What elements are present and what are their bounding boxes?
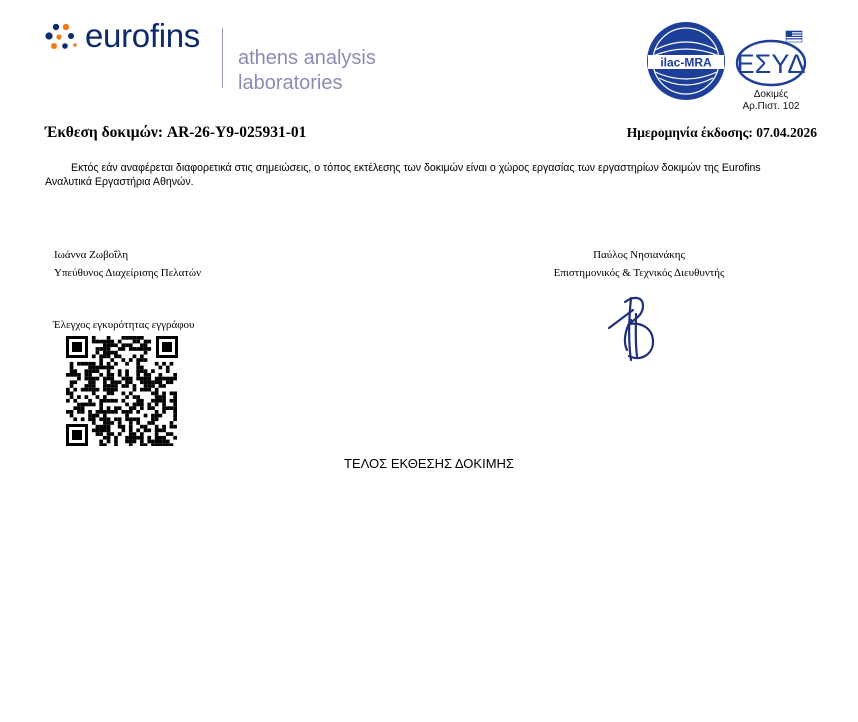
accreditation-caption-line1: Δοκιμές <box>753 89 789 100</box>
verification-qr-code-icon[interactable] <box>66 336 178 446</box>
brand-divider <box>222 28 223 88</box>
document-verification-label: Έλεγχος εγκυρότητας εγγράφου <box>53 319 195 331</box>
client-manager-name: Ιωάννα Ζωβοΐλη <box>54 249 129 261</box>
end-of-report-text: ΤΕΛΟΣ ΕΚΘΕΣΗΣ ΔΟΚΙΜΗΣ <box>344 456 514 471</box>
accreditation-caption-line2: Αρ.Πιστ. 102 <box>742 101 800 112</box>
technical-director-role: Επιστημονικός & Τεχνικός Διευθυντής <box>553 267 725 279</box>
handwritten-signature-icon <box>603 290 663 368</box>
technical-director-name: Παύλος Νησιανάκης <box>593 249 685 261</box>
report-title: Έκθεση δοκιμών: AR-26-Y9-025931-01 <box>45 124 307 141</box>
issue-date: Ημερομηνία έκδοσης: 07.04.2026 <box>626 125 817 140</box>
brand-wordmark: eurofins <box>85 17 201 54</box>
esyd-label: ΕΣΥΔ <box>736 49 806 79</box>
client-manager-role: Υπεύθυνος Διαχείρισης Πελατών <box>54 267 202 279</box>
testing-location-note-text: Εκτός εάν αναφέρεται διαφορετικά στις σημειώσεις, ο τόπος εκτέλεσης των δοκιμών είναι ο χώρος εργασίας των εργαστηρίων δοκιμών της Eurofins Αναλυτικά Εργαστήρια Αθηνών. <box>45 162 761 188</box>
ilac-label: ilac-MRA <box>660 55 712 70</box>
sub-brand-line2: laboratories <box>238 72 343 94</box>
eurofins-logo-dots-icon <box>44 22 78 52</box>
testing-location-note <box>45 161 805 189</box>
sub-brand-line1: athens analysis <box>238 47 376 69</box>
esyd-logo-icon <box>734 30 810 88</box>
ilac-mra-logo-icon <box>645 20 727 102</box>
